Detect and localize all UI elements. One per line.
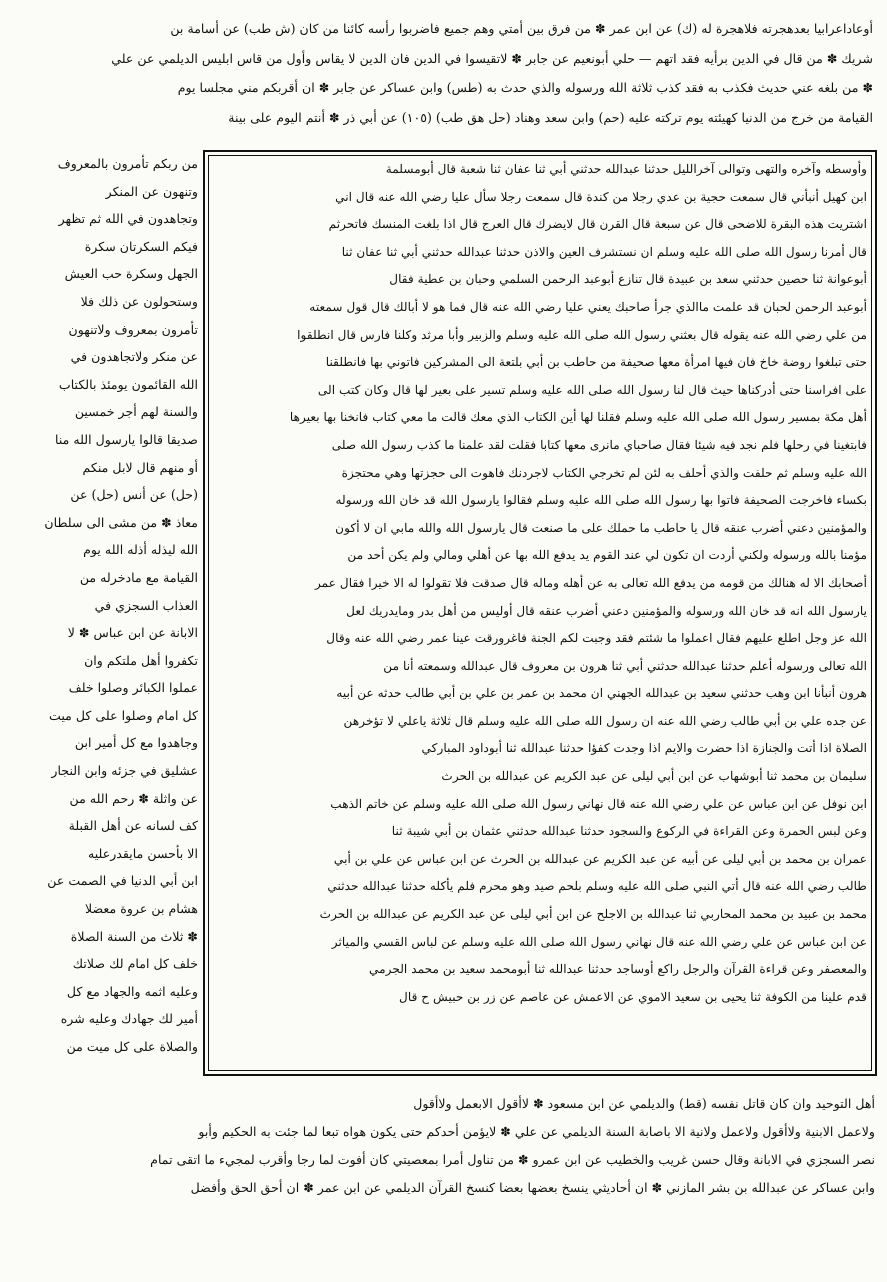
main-text-line: هرون أنبأنا ابن وهب حدثني سعيد بن عبدالله الجهني ان محمد بن عمر بن علي بن أبي طالب حدثه عن أبيه	[336, 686, 867, 701]
main-text-line: أبوعوانة ثنا حصين حدثني سعد بن عبيدة قال تنازع أبوعبد الرحمن السلمي وحبان بن عطية فقال	[389, 272, 867, 287]
main-text-line: حتى تبلغوا روضة خاخ فان فيها امرأة معها صحيفة من حاطب بن أبي بلتعة الى المشركين فاتوني بها فانطلقنا	[325, 355, 867, 370]
top-commentary-block	[10, 14, 873, 132]
main-text-line: الله عليه وسلم ثم حلفت والذي أحلف به لئن لم تخرجي الكتاب لاجردنك فاهوت الى حجزتها وهي محتجزة	[341, 465, 867, 480]
main-text-line: فابتغينا في رحلها فلم نجد فيه شيئا فقال صاحباي مانرى معها كتابا فقلت لقد علمنا ما كذب رسول الله صلى	[331, 437, 867, 452]
side-margin-column	[6, 150, 198, 1061]
bottom-text-line: نصر السجزي في الابانة وقال حسن غريب والخطيب عن ابن عمرو ✽ من تناول أمرا بمعصيتي كان أفوت لما رجا وأقرب لمجيء ما اتقى تمام	[150, 1152, 875, 1167]
side-text-line: وعليه اثمه والجهاد مع كل	[66, 983, 198, 999]
side-text-line: عشليق في جزئه وابن النجار	[51, 763, 198, 779]
side-text-line: هشام بن عروة معضلا	[84, 901, 198, 917]
side-text-line: أمير لك جهادك وعليه شره	[60, 1011, 198, 1027]
side-text-line: كل امام وصلوا على كل ميت	[48, 707, 198, 723]
main-text-line: عمران بن محمد بن أبي ليلى عن أبيه عن عبد الكريم عن عبدالله بن الحرث عن ابن عباس عن علي بن أبي	[333, 851, 867, 866]
bottom-commentary-block	[8, 1090, 875, 1202]
side-text-line: وتنهون عن المنكر	[105, 183, 198, 199]
main-text-line: والمعصفر وعن قراءة القرآن والرجل راكع أوساجد حدثنا عبدالله ثنا أبومحمد سعيد بن محمد الجرمي	[368, 962, 867, 977]
main-text-line: سليمان بن محمد ثنا أبوشهاب عن ابن أبي ليلى عن عبد الكريم عن عبدالله بن الحرث	[441, 769, 867, 784]
main-text-line: أصحابك الا له هنالك من قومه من يدفع الله تعالى به عن أهله وماله قال صدقت فلا تقولوا له الا خيرا فقال عمر	[314, 575, 867, 590]
main-text-line: وأوسطه وآخره والتهى وتوالى آخرالليل حدثنا عبدالله حدثني أبي ثنا عفان ثنا شعبة قال أبومسلمة	[385, 162, 867, 176]
top-text-line: شريك ✽ من قال في الدين برأيه فقد اتهم — حلي أبونعيم عن جابر ✽ لاتقيسوا في الدين فان الدين لا يقاس وأول من قاس ابليس الديلمي عن علي	[111, 50, 873, 66]
main-text-line: الله عز وجل اطلع عليهم فقال اعملوا ما شئتم فقد وجبت لكم الجنة فاغرورقت عينا عمر رضي الله عنه وقال	[326, 631, 867, 646]
side-text-line: من ربكم تأمرون بالمعروف	[57, 156, 198, 171]
top-text-line: أوعاداعرابيا بعدهجرته فلاهجرة له (ك) عن ابن عمر ✽ من فرق بين أمتي وهم جميع فاضربوا رأسه كائنا من كان (ش طب) عن أسامة بن	[170, 21, 873, 36]
side-text-line: تكفروا أهل ملتكم وان	[84, 652, 198, 668]
main-text-line: طالب رضي الله عنه قال أتي النبي صلى الله عليه وسلم بلحم صيد وهو محرم فلم يأكله حدثنا عبدالله حدثني	[327, 879, 867, 894]
main-text-line: عن ابن عباس عن علي رضي الله عنه قال نهاني رسول الله صلى الله عليه وسلم عن لباس القسي والمياثر	[331, 934, 867, 949]
main-text-line: يارسول الله انه قد خان الله ورسوله والمؤمنين دعني أضرب عنقه قال أوليس من أهل بدر ومايدريك لعل	[346, 603, 867, 618]
side-text-line: وجاهدوا مع كل أمير ابن	[74, 735, 198, 751]
side-text-line: الا بأحسن مايقدرعليه	[87, 845, 198, 861]
main-text-line: على افراسنا حتى أدركناها حيث قال لنا رسول الله صلى الله عليه وسلم تسير على بعير لها قال وكان كتب الى	[317, 382, 867, 397]
main-text-line: والمؤمنين دعني أضرب عنقه قال يا حاطب ما حملك على ما صنعت قال يارسول الله والله مابي ان لا أكون	[335, 520, 867, 535]
side-text-line: الله ليذله أذله الله يوم	[83, 542, 198, 558]
side-text-line: الله القائمون يومئذ بالكتاب	[58, 376, 198, 392]
main-text-line: أهل مكة بمسير رسول الله صلى الله عليه وسلم فقلنا لها أين الكتاب الذي معك قالت ما معي كتاب فانخنا بها بعيرها	[289, 410, 867, 425]
main-text-line: ابن نوفل عن ابن عباس عن علي رضي الله عنه قال نهاني رسول الله صلى الله عليه وسلم عن خاتم الذهب	[330, 796, 867, 811]
side-text-line: صديقا قالوا يارسول الله منا	[54, 431, 198, 447]
side-text-line: الجهل وسكرة حب العيش	[64, 266, 198, 282]
main-text-line: اشتريت هذه البقرة للاضحى قال عن سبعة قال القرن قال لايضرك قال العرج قال اذا بلغت المنسك فاتحرثم	[328, 217, 867, 232]
side-text-line: عن واثلة ✽ رحم الله من	[69, 790, 198, 806]
main-text-line: عن جده علي بن أبي طالب رضي الله عنه ان رسول الله صلى الله عليه وسلم قال ثلاثة ياعلي لا تؤخرهن	[343, 713, 867, 728]
main-text-box	[203, 150, 877, 1076]
main-text-line: أبوعبد الرحمن لحبان قد علمت ماالذي جرأ صاحبك يعني عليا رضي الله عنه قال فما هو لا أبالك قال قول سمعته	[309, 299, 867, 314]
main-text-line: وعن لبس الحمرة وعن القراءة في الركوع والسجود حدثنا عبدالله حدثني عثمان بن أبي شيبة ثنا	[391, 824, 867, 839]
top-text-line: ✽ من بلغه عني حديث فكذب به فقد كذب ثلاثة الله ورسوله والذي حدث به (طس) وابن عساكر عن جابر ✽ ان أقربكم مني مجلسا يوم	[177, 80, 873, 95]
top-text-line: القيامة من خرج من الدنيا كهيئته يوم تركته عليه (حم) وابن سعد وهناد (حل هق طب) (١٠٥) عن أبي ذر ✽ أنتم اليوم على بينة	[228, 109, 873, 125]
side-text-line: وتجاهدون في الله ثم تظهر	[58, 211, 198, 227]
side-text-line: كف لسانه عن أهل القبلة	[68, 818, 198, 834]
main-text-line: ابن كهيل أنبأني قال سمعت حجية بن عدي رجلا من كندة قال سمعت رجلا سأل عليا رضي الله عنه قال اني	[335, 189, 867, 204]
side-text-line: تأمرون بمعروف ولاتنهون	[68, 321, 198, 337]
main-text-line: الصلاة اذا أتت والجنازة اذا حضرت والايم اذا وجدت كفؤا حدثنا عبدالله ثنا أبوداود المباركي	[421, 741, 867, 756]
side-text-line: خلف كل امام لك صلاتك	[72, 956, 198, 972]
side-text-line: وستحولون عن ذلك فلا	[80, 293, 198, 309]
side-text-line: القيامة مع مادخرله من	[79, 569, 198, 585]
main-text-line: مؤمنا بالله ورسوله ولكني أردت ان تكون لي عند القوم يد يدفع الله بها عن أهلي ومالي ولم يكن أحد من	[347, 548, 867, 563]
side-text-line: ✽ ثلاث من السنة الصلاة	[70, 928, 198, 944]
bottom-text-line: ولاعمل الابنية ولاأقول ولاعمل ولانية الا باصابة السنة الديلمي عن علي ✽ لايؤمن أحدكم حتى يكون هواه تبعا لما جئت به الحكيم وأبو	[198, 1124, 875, 1139]
main-text-line: بكساء فاخرجت الصحيفة فاتوا بها رسول الله صلى الله عليه وسلم فقالوا يارسول الله قد خان الله ورسوله	[335, 493, 867, 508]
side-text-line: الابانة عن ابن عباس ✽ لا	[67, 625, 198, 641]
side-text-line: عن منكر ولاتجاهدون في	[70, 349, 198, 365]
side-text-line: عملوا الكبائر وصلوا خلف	[68, 680, 198, 696]
main-text-line: من علي رضي الله عنه يقوله قال بعثني رسول الله صلى الله عليه وسلم والزبير وأبا مرثد وكلنا فارس قال انطلقوا	[297, 327, 867, 342]
side-text-line: معاذ ✽ من مشى الى سلطان	[44, 514, 198, 530]
side-text-line: العذاب السجزي في	[94, 597, 198, 613]
main-text-line: قدم علينا من الكوفة ثنا يحيى بن سعيد الاموي عن الاعمش عن عاصم عن زر بن حبيش ح قال	[399, 989, 867, 1004]
side-text-line: ابن أبي الدنيا في الصمت عن	[47, 873, 198, 889]
side-text-line: فيكم السكرتان سكرة	[84, 238, 198, 254]
bottom-text-line: وابن عساكر عن عبدالله بن بشر المازني ✽ ان أحاديثي ينسخ بعضها بعضا كنسخ القرآن الديلمي عن ابن عمر ✽ ان أحق الحق وأفضل	[190, 1180, 875, 1195]
side-text-line: (حل) عن أنس (حل) عن	[70, 487, 198, 503]
side-text-line: أو منهم قال لابل منكم	[82, 459, 198, 475]
main-text-line: قال أمرنا رسول الله صلى الله عليه وسلم ان نستشرف العين والاذن حدثنا عبدالله حدثني أبي ثنا عفان ثنا	[341, 244, 867, 259]
main-text-line: محمد بن عبيد بن محمد المحاربي ثنا عبدالله بن الاجلح عن ابن أبي ليلى عن عبد الكريم عن عبدالله بن الحرث	[319, 907, 867, 922]
side-text-line: والصلاة على كل ميت من	[66, 1039, 198, 1054]
main-text-line: الله تعالى ورسوله أعلم حدثنا عبدالله حدثني أبي ثنا هرون بن معروف قال عبدالله وسمعته أنا من	[383, 658, 867, 673]
bottom-text-line: أهل التوحيد وان كان قاتل نفسه (قط) والديلمي عن ابن مسعود ✽ لاأقول الابعمل ولاأقول	[413, 1096, 875, 1111]
side-text-line: والسنة لهم أجر خمسين	[74, 404, 198, 420]
